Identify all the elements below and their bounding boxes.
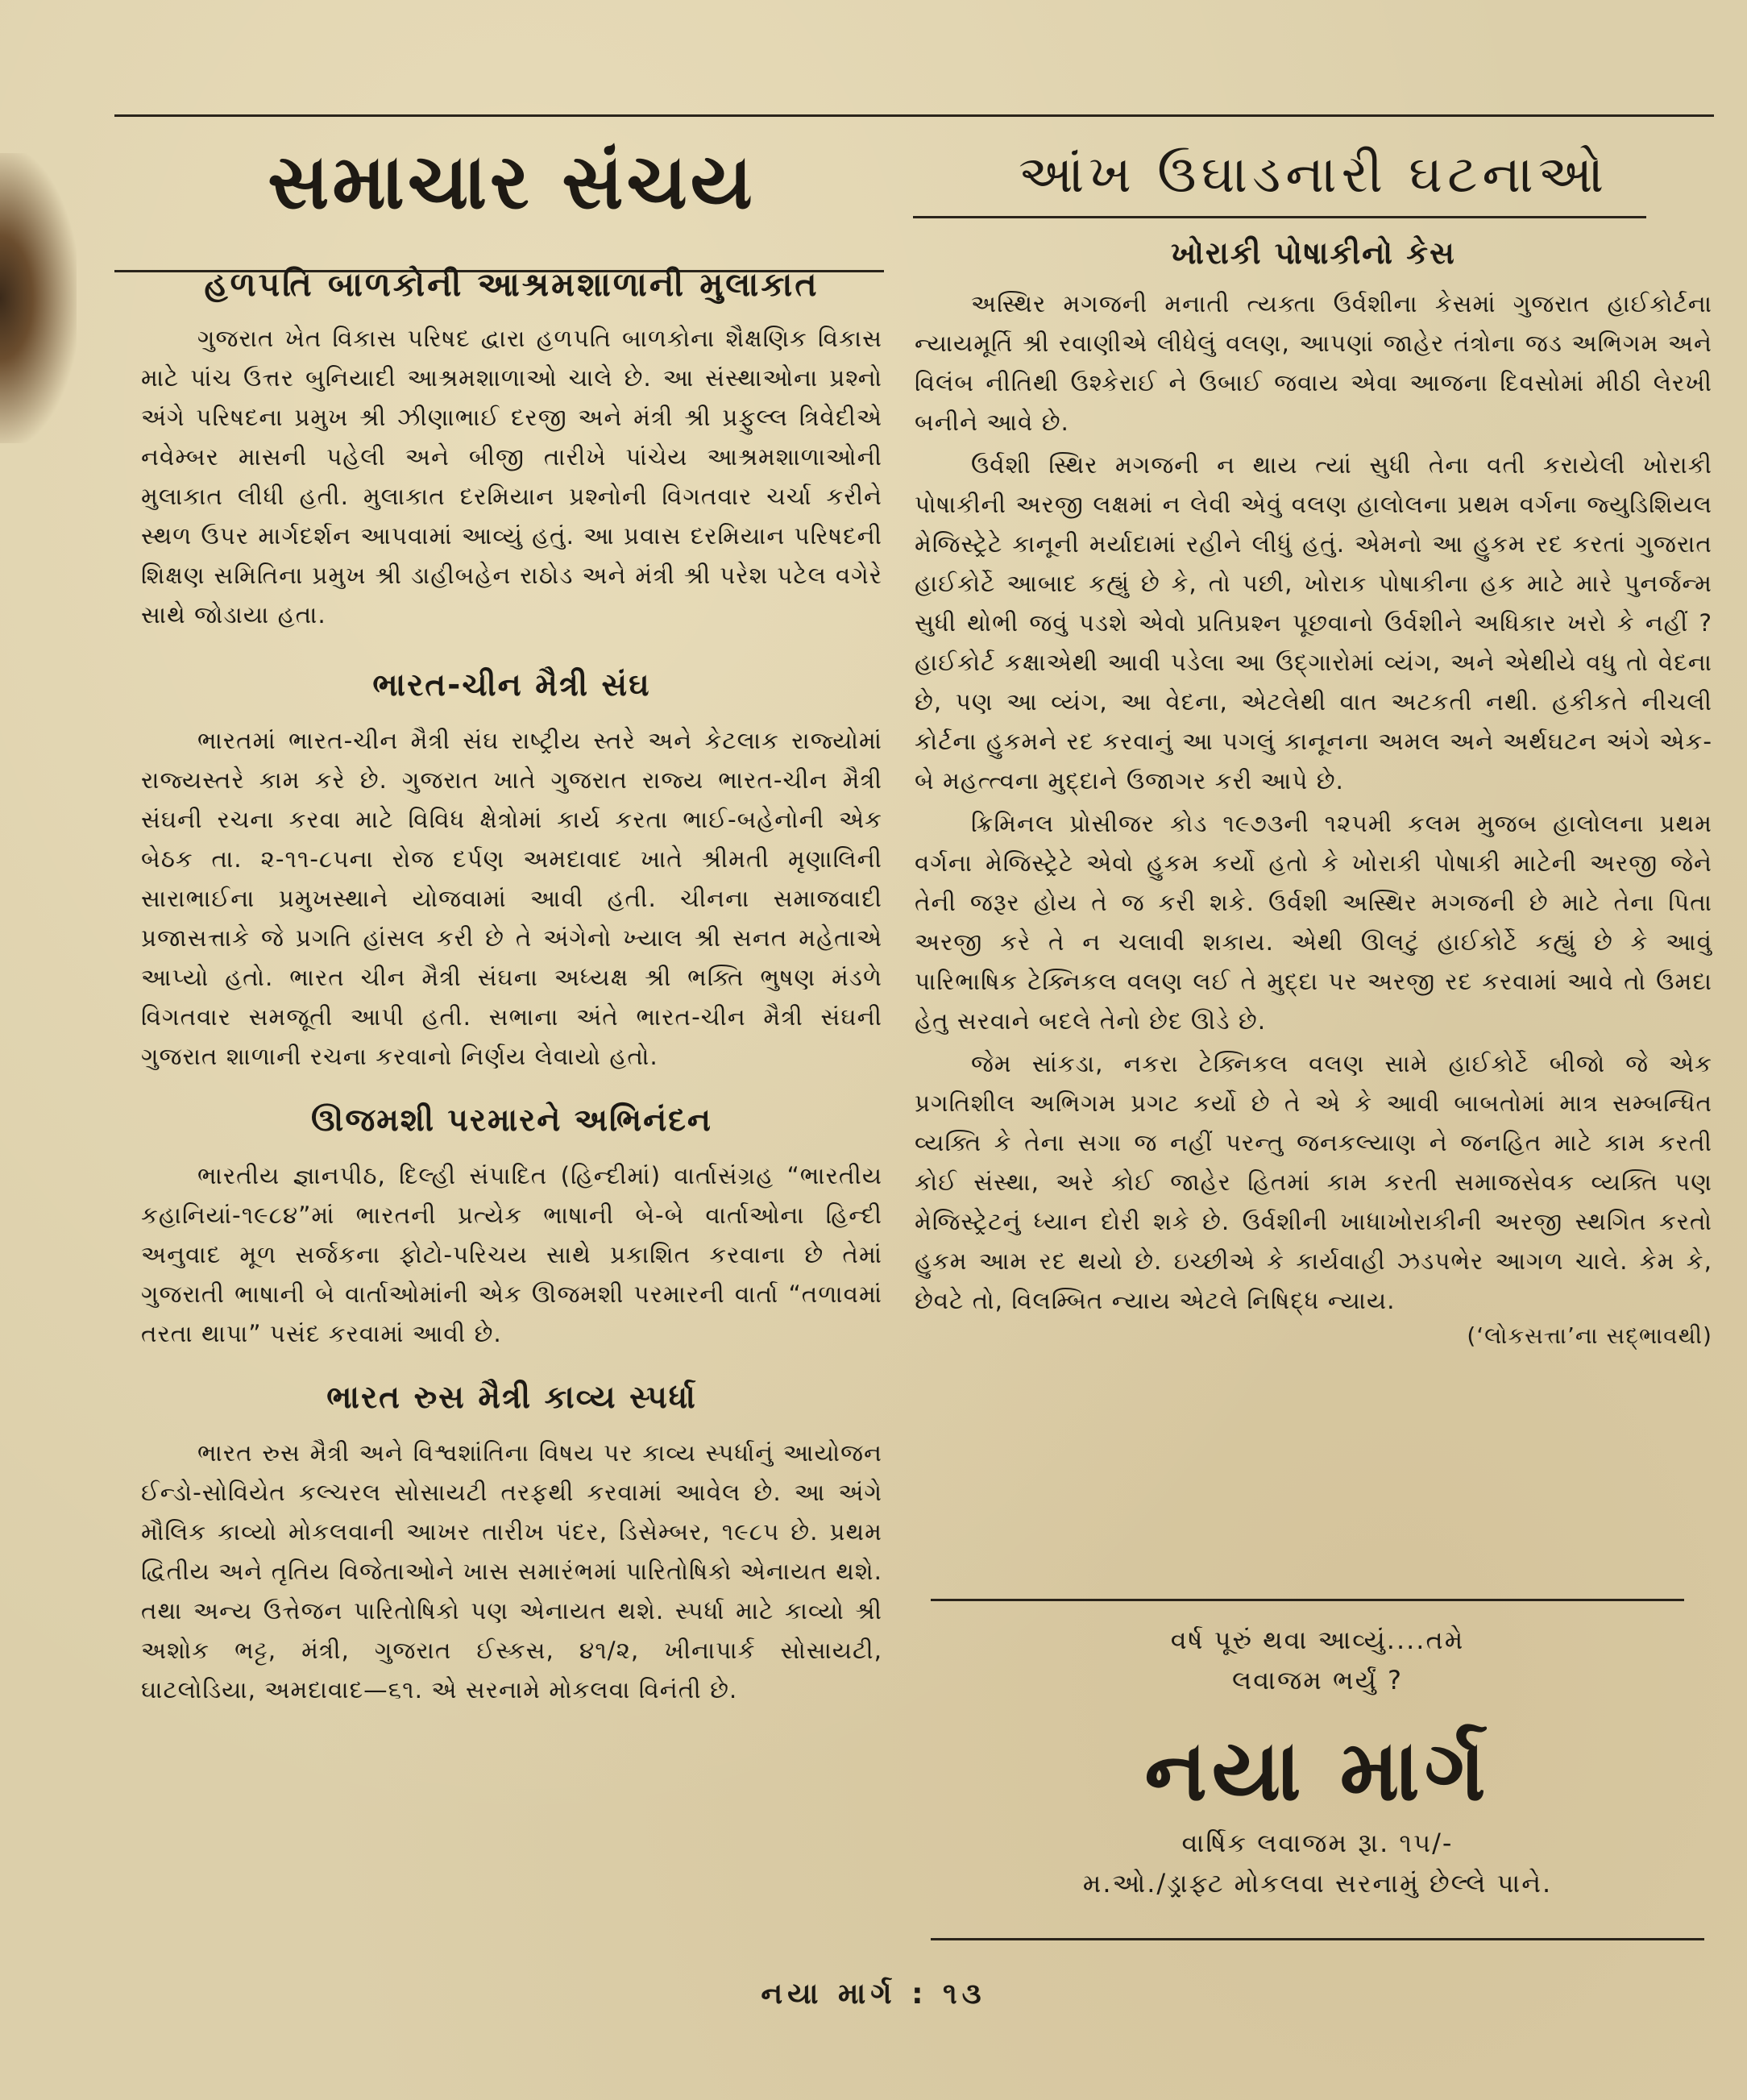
news-digest-column — [141, 121, 882, 1710]
news-heading: ભારત-ચીન મૈત્રી સંઘ — [372, 666, 651, 703]
top-rule — [114, 114, 1714, 117]
news-heading: હળપતિ બાળકોની આશ્રમશાળાની મુલાકાત — [204, 264, 820, 304]
news-body: ગુજરાત ખેત વિકાસ પરિષદ દ્વારા હળપતિ બાળકોના શૈક્ષણિક વિકાસ માટે પાંચ ઉત્તર બુનિયાદી આશ્રમશાળાઓ ચાલે છે. આ સંસ્થાઓના પ્રશ્નો અંગે પરિષદના પ્રમુખ શ્રી ઝીણાભાઈ દરજી અને મંત્રી શ્રી પ્રફુલ્લ ત્રિવેદીએ નવેમ્બર માસની પહેલી અને બીજી તારીખે પાંચેય આશ્રમશાળાઓની મુલાકાત લીધી હતી. મુલાકાત દરમિયાન પ્રશ્નોની વિગતવાર ચર્ચા કરીને સ્થળ ઉપર માર્ગદર્શન આપવામાં આવ્યું હતું. આ પ્રવાસ દરમિયાન પરિષદની શિક્ષણ સમિતિના પ્રમુખ શ્રી ડાહીબહેન રાઠોડ અને મંત્રી શ્રી પરેશ પટેલ વગેરે સાથે જોડાયા હતા. — [141, 324, 882, 629]
ad-line-1: વર્ષ પૂરું થવા આવ્યું....તમે — [1170, 1625, 1465, 1655]
ad-bottom-rule — [931, 1938, 1704, 1940]
news-body: ભારતીય જ્ઞાનપીઠ, દિલ્હી સંપાદિત (હિન્દીમાં) વાર્તાસંગ્રહ “ભારતીય કહાનિયાં-૧૯૮૪”માં ભારતની પ્રત્યેક ભાષાની બે-બે વાર્તાઓના હિન્દી અનુવાદ મૂળ સર્જકના ફોટો-પરિચય સાથે પ્રકાશિત કરવાના છે તેમાં ગુજરાતી ભાષાની બે વાર્તાઓમાંની એક ઊજમશી પરમારની વાર્તા “તળાવમાં તરતા થાપા” પસંદ કરવામાં આવી છે. — [141, 1161, 882, 1347]
paper-damage-stain — [0, 153, 77, 443]
news-item — [141, 1102, 882, 1354]
news-body: ભારતમાં ભારત-ચીન મૈત્રી સંઘ રાષ્ટ્રીય સ્તરે અને કેટલાક રાજ્યોમાં રાજ્યસ્તરે કામ કરે છે. ગુજરાત ખાતે ગુજરાત રાજ્ય ભારત-ચીન મૈત્રી સંઘની રચના કરવા માટે વિવિધ ક્ષેત્રોમાં કાર્ય કરતા ભાઈ-બહેનોની એક બેઠક તા. ૨-૧૧-૮૫ના રોજ દર્પણ અમદાવાદ ખાતે શ્રીમતી મૃણાલિની સારાભાઈના પ્રમુખસ્થાને યોજવામાં આવી હતી. ચીનના સમાજવાદી પ્રજાસત્તાકે જે પ્રગતિ હાંસલ કરી છે તે અંગેનો ખ્યાલ શ્રી સનત મહેતાએ આપ્યો હતો. ભારત ચીન મૈત્રી સંઘના અધ્યક્ષ શ્રી ભક્તિ ભુષણ મંડળે વિગતવાર સમજૂતી આપી હતી. સભાના અંતે ભારત-ચીન મૈત્રી સંઘની ગુજરાત શાળાની રચના કરવાનો નિર્ણય લેવાયો હતો. — [141, 726, 882, 1070]
subscription-ad — [931, 1620, 1704, 1903]
news-heading: ઊજમશી પરમારને અભિનંદન — [311, 1102, 712, 1139]
article-paragraph: ઉર્વશી સ્થિર મગજની ન થાય ત્યાં સુધી તેના વતી કરાયેલી ખોરાકી પોષાકીની અરજી લક્ષમાં ન લેવી એવું વલણ હાલોલના પ્રથમ વર્ગના જ્યુડિશિયલ મેજિસ્ટ્રેટે કાનૂની મર્યાદામાં રહીને લીધું હતું. એમનો આ હુકમ રદ કરતાં ગુજરાત હાઈકોર્ટે આબાદ કહ્યું છે કે, તો પછી, ખોરાક પોષાકીના હક માટે મારે પુનર્જન્મ સુધી થોભી જવું પડશે એવો પ્રતિપ્રશ્ન પૂછવાનો ઉર્વશીને અધિકાર ખરો કે નહીં ? હાઈકોર્ટ કક્ષાએથી આવી પડેલા આ ઉદ્ગારોમાં વ્યંગ, અને એથીયે વધુ તો વેદના છે, પણ આ વ્યંગ, આ વેદના, એટલેથી વાત અટકતી નથી. હકીકતે નીચલી કોર્ટના હુકમને રદ કરવાનું આ પગલું કાનૂનના અમલ અને અર્થઘટન અંગે એક-બે મહત્ત્વના મુદ્દાને ઉજાગર કરી આપે છે. — [915, 451, 1712, 795]
eye-opening-events-column — [915, 121, 1712, 1350]
news-item — [141, 667, 882, 1077]
news-body: ભારત રુસ મૈત્રી અને વિશ્વશાંતિના વિષય પર કાવ્ય સ્પર્ધાનું આયોજન ઈન્ડો-સોવિયેત કલ્ચરલ સોસાયટી તરફથી કરવામાં આવેલ છે. આ અંગે મૌલિક કાવ્યો મોકલવાની આખર તારીખ પંદર, ડિસેમ્બર, ૧૯૮૫ છે. પ્રથમ દ્વિતીય અને તૃતિય વિજેતાઓને ખાસ સમારંભમાં પારિતોષિકો એનાયત થશે. તથા અન્ય ઉત્તેજન પારિતોષિકો પણ એનાયત થશે. સ્પર્ધા માટે કાવ્યો શ્રી અશોક ભટ્ટ, મંત્રી, ગુજરાત ઈસ્કસ, ૪૧/૨, ખીનાપાર્ક સોસાયટી, ઘાટલોડિયા, અમદાવાદ—૬૧. એ સરનામે મોકલવા વિનંતી છે. — [141, 1438, 882, 1704]
page-footer: નયા માર્ગ : ૧૩ — [761, 1978, 986, 2011]
ad-top-rule — [931, 1599, 1684, 1601]
news-item — [141, 1380, 882, 1710]
case-heading: ખોરાકી પોષાકીનો કેસ — [1171, 235, 1456, 272]
ad-line-4: મ.ઓ./ડ્રાફ્ટ મોકલવા સરનામું છેલ્લે પાને. — [1082, 1868, 1553, 1899]
article-paragraph: ક્રિમિનલ પ્રોસીજર કોડ ૧૯૭૩ની ૧૨૫મી કલમ મુજબ હાલોલના પ્રથમ વર્ગના મેજિસ્ટ્રેટે એવો હુકમ કર્યો હતો કે ખોરાકી પોષાકી માટેની અરજી જેને તેની જરૂર હોય તે જ કરી શકે. ઉર્વશી અસ્થિર મગજની છે માટે તેના પિતા અરજી કરે તે ન ચલાવી શકાય. એથી ઊલટું હાઈકોર્ટે કહ્યું છે કે આવું પારિભાષિક ટેક્નિકલ વલણ લઈ તે મુદ્દા પર અરજી રદ કરવામાં આવે તો ઉમદા હેતુ સરવાને બદલે તેનો છેદ ઊડે છે. — [915, 810, 1712, 1035]
news-item — [141, 265, 882, 635]
section-masthead: સમાચાર સંચય — [268, 139, 756, 226]
article-paragraph: અસ્થિર મગજની મનાતી ત્યક્તા ઉર્વશીના કેસમાં ગુજરાત હાઈકોર્ટના ન્યાયમૂર્તિ શ્રી રવાણીએ લીધેલું વલણ, આપણાં જાહેર તંત્રોના જડ અભિગમ અને વિલંબ નીતિથી ઉશ્કેરાઈ ને ઉબાઈ જવાય એવા આજના દિવસોમાં મીઠી લેરખી બનીને આવે છે. — [915, 290, 1712, 437]
magazine-logo: નયા માર્ગ — [1144, 1721, 1491, 1820]
news-heading: ભારત રુસ મૈત્રી કાવ્ય સ્પર્ધા — [326, 1379, 697, 1416]
article-paragraph: જેમ સાંકડા, નકરા ટેક્નિકલ વલણ સામે હાઈકોર્ટે બીજો જે એક પ્રગતિશીલ અભિગમ પ્રગટ કર્યો છે તે એ કે આવી બાબતોમાં માત્ર સમ્બન્ધિત વ્યક્તિ કે તેના સગા જ નહીં પરન્તુ જનકલ્યાણ ને જનહિત માટે કામ કરતી કોઈ સંસ્થા, અરે કોઈ જાહેર હિતમાં કામ કરતી સમાજસેવક વ્યક્તિ પણ મેજિસ્ટ્રેટનું ધ્યાન દોરી શકે છે. ઉર્વશીની ખાધાખોરાકીની અરજી સ્થગિત કરતો હુકમ આમ રદ થયો છે. ઇચ્છીએ કે કાર્યવાહી ઝડપભેર આગળ ચાલે. કેમ કે, છેવટે તો, વિલમ્બિત ન્યાય એટલે નિષિદ્ધ ન્યાય. — [915, 1050, 1712, 1315]
ad-line-2: લવાજમ ભર્યું ? — [1232, 1665, 1403, 1695]
column-headline: આંખ ઉઘાડનારી ઘટનાઓ — [1018, 145, 1609, 205]
source-credit: (‘લોકસત્તા’ના સદ્ભાવથી) — [1467, 1322, 1712, 1350]
ad-line-3: વાર્ષિક લવાજમ રૂા. ૧૫/- — [1181, 1828, 1454, 1859]
